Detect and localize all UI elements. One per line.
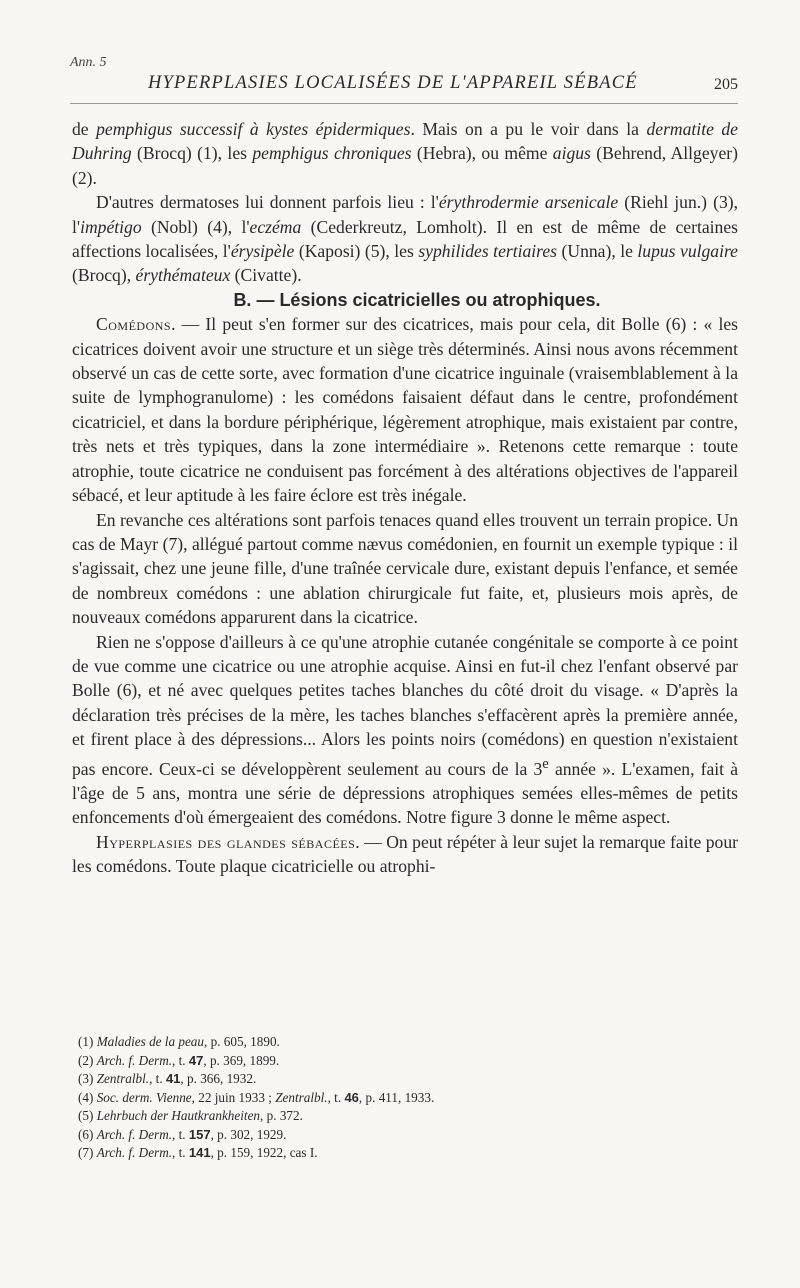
text-run: 47 <box>188 1052 204 1068</box>
text-run: (Behrend, Allgeyer) (2). <box>72 143 738 188</box>
text-run: érysipèle <box>230 241 295 262</box>
text-run: , p. 369, 1899. <box>203 1052 280 1068</box>
text-run: 41 <box>165 1071 181 1086</box>
footnote <box>78 1107 434 1126</box>
text-run: . — On peut répéter à leur sujet la remarque faite pour les comédons. Toute plaque cicatricielle ou atrophi- <box>72 831 738 877</box>
footnote <box>78 1033 434 1052</box>
text-run: B. — Lésions cicatricielles ou atrophiques. <box>233 289 601 310</box>
paragraph <box>72 117 738 190</box>
text-run: Lehrbuch der Hautkrankheiten <box>96 1108 261 1123</box>
text-run: 141 <box>188 1145 211 1160</box>
text-run: syphilides tertiaires <box>418 241 558 262</box>
footnote <box>78 1052 434 1071</box>
section-heading <box>72 288 738 312</box>
text-run: , t. <box>149 1071 166 1086</box>
body-text <box>72 117 738 878</box>
paragraph <box>72 190 738 288</box>
text-run: , p. 159, 1922, cas I. <box>210 1145 318 1160</box>
text-run: (Unna), le <box>557 241 638 262</box>
text-run: (Brocq) (1), les <box>131 143 253 164</box>
text-run: pemphigus successif à kystes épidermiques <box>96 119 411 139</box>
text-run: Maladies de la peau <box>96 1034 204 1049</box>
page-number: 205 <box>714 76 738 93</box>
footnote <box>78 1144 434 1163</box>
text-run: érythrodermie arsenicale <box>438 192 619 213</box>
text-run: 46 <box>344 1089 359 1105</box>
text-run: (Brocq), <box>72 265 136 286</box>
text-run: Arch. f. Derm. <box>96 1126 173 1142</box>
text-run: (4) <box>78 1089 97 1105</box>
text-run: Comédons <box>96 314 172 335</box>
text-run: pemphigus chroniques <box>252 143 412 164</box>
footnote <box>78 1089 434 1108</box>
text-run: En revanche ces altérations sont parfois tenaces quand elles trouvent un terrain propice. Un cas de Mayr (7), allégué partout comme nævus comédonien, en fournit un exemple typique : il s'agissait, chez une jeune fille, d'une traînée cervicale dure, existant depuis l'enfance, et semée de nombreux comédons : une ablation chirurgicale fut faite, et, plusieurs mois après, de nouveaux comédons apparurent dans la cicatrice. <box>72 509 738 628</box>
text-run: (1) <box>78 1034 97 1049</box>
footnotes <box>78 1033 434 1163</box>
text-run: . Mais on a pu le voir dans la <box>410 119 647 139</box>
text-run: Zentralbl. <box>275 1089 328 1105</box>
paragraph <box>72 830 738 879</box>
text-run: (Civatte). <box>230 265 302 286</box>
text-run: Zentralbl. <box>96 1071 150 1086</box>
header-rule <box>70 103 738 104</box>
text-run: e <box>542 755 549 772</box>
text-run: (7) <box>78 1145 97 1160</box>
text-run: (Nobl) (4), l' <box>141 216 250 237</box>
text-run: D'autres dermatoses lui donnent parfois lieu : l' <box>96 192 439 213</box>
text-run: , t. <box>172 1052 189 1068</box>
text-run: (5) <box>78 1108 97 1123</box>
text-run: aigus <box>552 143 591 164</box>
text-run: année ». L'examen, fait à l'âge de 5 ans, montra une série de dépressions atrophiques semées elles-mêmes de petits enfoncements d'où émergeaient des comédons. Notre figure 3 donne le même aspect. <box>72 758 739 828</box>
text-run: , t. <box>172 1126 189 1142</box>
text-run: , 22 juin 1933 ; <box>191 1089 276 1105</box>
text-run: , p. 605, 1890. <box>204 1034 280 1049</box>
text-run: , p. 372. <box>260 1108 303 1123</box>
text-run: (Hebra), ou même <box>411 143 553 164</box>
handwritten-annotation: Ann. 5 <box>70 55 107 70</box>
text-run: , p. 302, 1929. <box>210 1126 287 1142</box>
text-run: (6) <box>78 1126 97 1142</box>
text-run: Arch. f. Derm. <box>96 1052 173 1068</box>
text-run: Rien ne s'oppose d'ailleurs à ce qu'une atrophie cutanée congénitale se comporte à ce point de vue comme une cicatrice ou une atrophie acquise. Ainsi en fut-il chez l'enfant observé par Bolle (6), et né avec quelques petites taches blanches du côté droit du visage. « D'après la déclaration très précises de la mère, les taches blanches s'effacèrent après la première année, et firent place à des dépressions... Alors les points noirs (comédons) en question n'existaient pas encore. Ceux-ci se développèrent seulement au cours de la 3 <box>72 631 738 779</box>
text-run: de <box>72 119 97 139</box>
text-run: 157 <box>188 1126 211 1142</box>
text-run: érythémateux <box>135 265 231 286</box>
footnote <box>78 1126 434 1145</box>
text-run: (3) <box>78 1071 97 1086</box>
text-run: , p. 366, 1932. <box>180 1071 257 1086</box>
text-run: (Cederkreutz, Lomholt). Il en est de même de certaines affections localisées, l' <box>72 216 739 262</box>
text-run: , t. <box>327 1089 345 1105</box>
text-run: Soc. derm. Vienne <box>96 1089 192 1105</box>
text-run: Hyperplasies des glandes sébacées <box>96 831 356 852</box>
text-run: eczéma <box>249 216 302 237</box>
text-run: , t. <box>172 1145 189 1160</box>
paragraph <box>72 630 738 830</box>
paragraph <box>72 312 738 507</box>
text-run: dermatite de Duhring <box>72 119 738 164</box>
text-run: lupus vulgaire <box>637 241 738 262</box>
text-run: (Riehl jun.) (3), l' <box>72 192 738 237</box>
text-run: , p. 411, 1933. <box>358 1089 435 1105</box>
text-run: . — Il peut s'en former sur des cicatrices, mais pour cela, dit Bolle (6) : « les cicatrices doivent avoir une structure et un siège très déterminés. Ainsi nous avons récemment observé un cas de cette sorte, avec formation d'une cicatrice inguinale (vraisemblablement à la suite de lymphogranulome) : les comédons faisaient défaut dans le centre, profondément cicatriciel, et dans la bordure périphérique, légèrement atrophique, mais existaient par contre, très nets et très typiques, dans la zone intermédiaire ». Retenons cette remarque : toute atrophie, toute cicatrice ne conduisent pas forcément à des altérations objectives de l'appareil sébacé, et leur aptitude à les faire éclore est très inégale. <box>72 314 738 506</box>
text-run: (Kaposi) (5), les <box>294 241 419 262</box>
text-run: impétigo <box>80 216 142 237</box>
paragraph <box>72 508 738 630</box>
running-header: HYPERPLASIES LOCALISÉES DE L'APPAREIL SÉBACÉ <box>148 73 638 93</box>
text-run: (2) <box>78 1052 97 1068</box>
footnote <box>78 1070 434 1089</box>
text-run: Arch. f. Derm. <box>96 1145 173 1160</box>
